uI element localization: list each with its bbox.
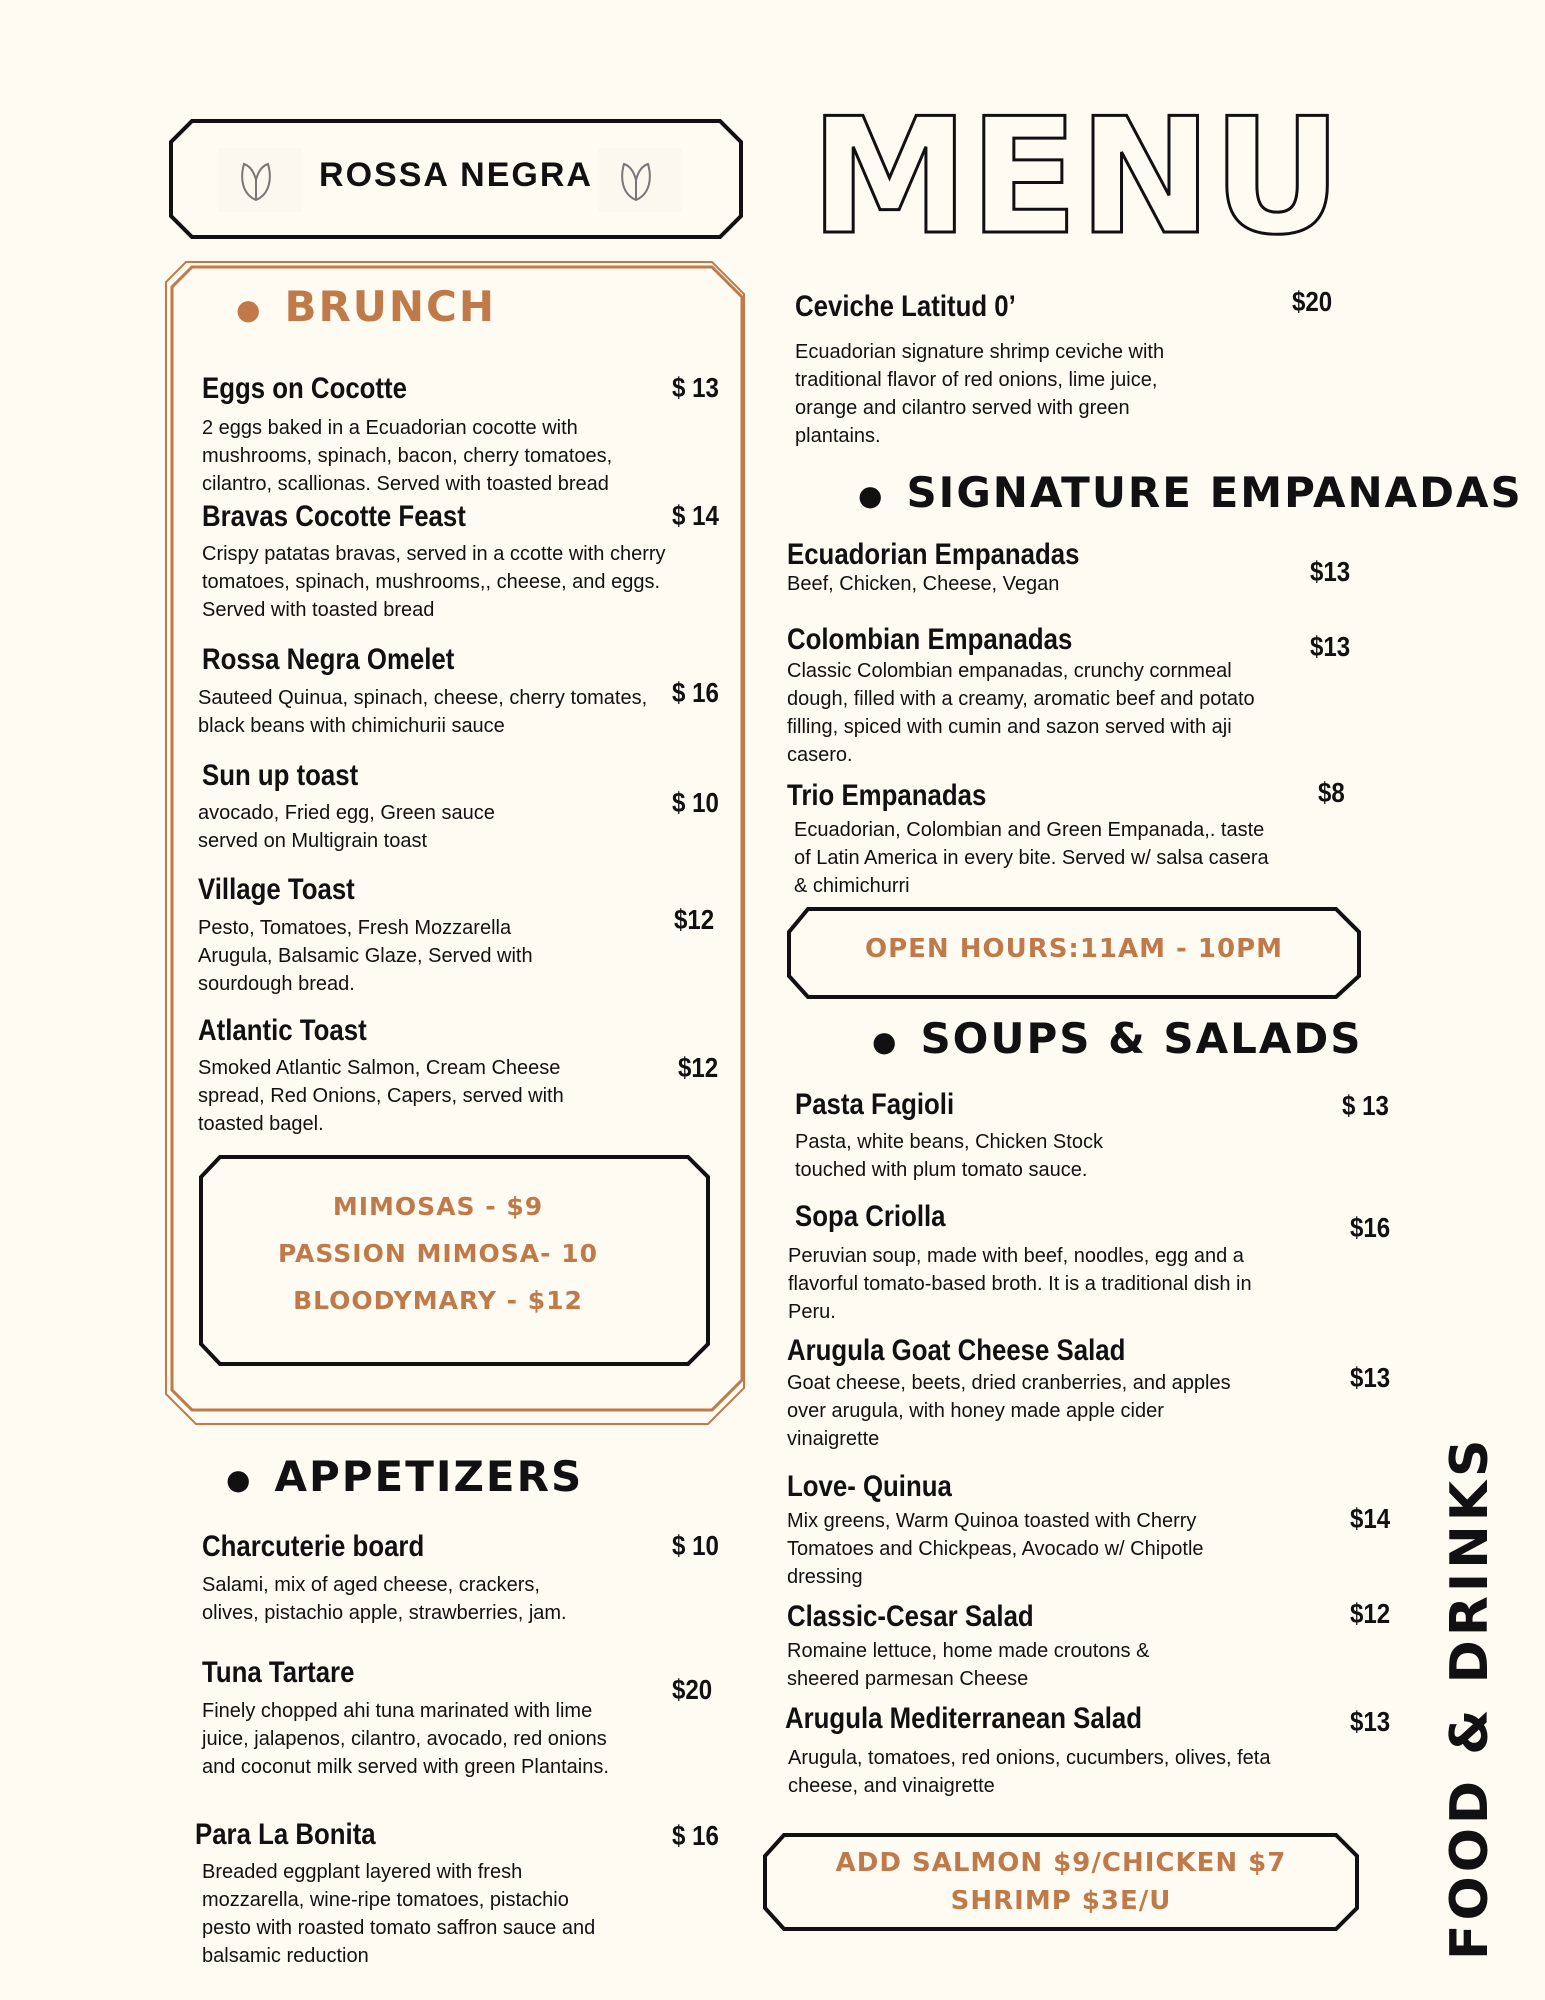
menu-item-name: Eggs on Cocotte <box>202 372 407 405</box>
menu-item-price: $20 <box>672 1674 713 1705</box>
addons-line: SHRIMP $3E/U <box>950 1886 1172 1916</box>
menu-item-name: Colombian Empanadas <box>787 623 1073 656</box>
drinks-box <box>198 1154 710 1368</box>
food-drinks-label: FOOD & DRINKS <box>1440 1435 1500 1960</box>
menu-item-desc: Smoked Atlantic Salmon, Cream Cheese spread, Red Onions, Capers, served with toasted bagel. <box>198 1057 564 1135</box>
menu-item-name: Ecuadorian Empanadas <box>787 538 1080 571</box>
section-heading-brunch: ● BRUNCH <box>236 282 497 331</box>
section-heading-empanadas: ● SIGNATURE EMPANADAS <box>858 468 1523 517</box>
menu-item-price: $ 10 <box>672 787 719 818</box>
menu-item-desc: Salami, mix of aged cheese, crackers, olives, pistachio apple, strawberries, jam. <box>202 1574 567 1624</box>
menu-item-desc: Arugula, tomatoes, red onions, cucumbers, olives, feta cheese, and vinaigrette <box>788 1747 1271 1797</box>
addons-line: ADD SALMON $9/CHICKEN $7 <box>835 1848 1287 1878</box>
menu-item-desc: Romaine lettuce, home made croutons & sheered parmesan Cheese <box>787 1640 1150 1690</box>
menu-item-desc: Ecuadorian, Colombian and Green Empanada,. taste of Latin America in every bite. Served w/ salsa casera & chimichurri <box>794 819 1269 897</box>
menu-item-desc: Beef, Chicken, Cheese, Vegan <box>787 573 1060 595</box>
drink-line: MIMOSAS - $9 <box>332 1192 544 1221</box>
menu-item-desc: Classic Colombian empanadas, crunchy cornmeal dough, filled with a creamy, aromatic beef and potato filling, spiced with cumin and sazon served with aji casero. <box>787 660 1255 766</box>
section-heading-appetizers: ● APPETIZERS <box>226 1452 584 1501</box>
menu-item-desc: Pesto, Tomatoes, Fresh Mozzarella Arugula, Balsamic Glaze, Served with sourdough bread. <box>198 917 533 995</box>
svg-text:MENU: MENU <box>810 98 1342 248</box>
menu-item-price: $13 <box>1350 1706 1391 1737</box>
menu-item-name: Rossa Negra Omelet <box>202 643 455 676</box>
menu-item-price: $20 <box>1292 286 1333 317</box>
menu-item-price: $14 <box>1350 1503 1391 1534</box>
menu-item-price: $13 <box>1310 631 1351 662</box>
menu-item-desc: Ecuadorian signature shrimp ceviche with traditional flavor of red onions, lime juice, orange and cilantro served with green plantains. <box>795 341 1165 447</box>
menu-item-name: Trio Empanadas <box>787 779 987 812</box>
menu-item-desc: Breaded eggplant layered with fresh mozzarella, wine-ripe tomatoes, pistachio pesto with roasted tomato saffron sauce and balsamic reduction <box>202 1861 596 1967</box>
section-heading-soups: ● SOUPS & SALADS <box>872 1014 1363 1063</box>
menu-item-price: $ 16 <box>672 677 719 708</box>
open-hours-box <box>786 906 1362 1000</box>
menu-item-desc: Crispy patatas bravas, served in a ccotte with cherry tomatoes, spinach, mushrooms,, cheese, and eggs. Served with toasted bread <box>202 543 666 621</box>
menu-item-price: $ 13 <box>672 372 719 403</box>
menu-item-price: $ 16 <box>672 1820 719 1851</box>
menu-item-name: Ceviche Latitud 0’ <box>795 290 1016 323</box>
menu-item-name: Arugula Goat Cheese Salad <box>787 1334 1126 1367</box>
menu-item-name: Sopa Criolla <box>795 1200 946 1233</box>
addons-box <box>762 1832 1360 1932</box>
menu-item-desc: Goat cheese, beets, dried cranberries, and apples over arugula, with honey made apple cider vinaigrette <box>787 1372 1231 1450</box>
menu-item-price: $12 <box>678 1052 719 1083</box>
menu-item-name: Charcuterie board <box>202 1530 425 1563</box>
menu-item-price: $12 <box>674 904 715 935</box>
menu-item-desc: Sauteed Quinua, spinach, cheese, cherry tomates, black beans with chimichurii sauce <box>198 687 648 737</box>
menu-item-name: Atlantic Toast <box>198 1014 367 1047</box>
menu-item-price: $16 <box>1350 1212 1391 1243</box>
open-hours: OPEN HOURS:11AM - 10PM <box>864 934 1284 964</box>
menu-title <box>810 98 1350 248</box>
menu-item-name: Pasta Fagioli <box>795 1088 955 1121</box>
menu-item-name: Sun up toast <box>202 759 359 792</box>
menu-item-price: $13 <box>1310 556 1351 587</box>
menu-item-name: Para La Bonita <box>195 1818 376 1851</box>
menu-item-desc: Peruvian soup, made with beef, noodles, egg and a flavorful tomato-based broth. It is a traditional dish in Peru. <box>788 1245 1252 1323</box>
logo-box <box>168 118 744 240</box>
menu-item-desc: avocado, Fried egg, Green sauce served on Multigrain toast <box>198 802 495 852</box>
drink-line: PASSION MIMOSA- 10 <box>278 1239 598 1268</box>
menu-item-price: $ 14 <box>672 500 719 531</box>
menu-item-name: Classic-Cesar Salad <box>787 1600 1034 1633</box>
menu-item-desc: Pasta, white beans, Chicken Stock touched with plum tomato sauce. <box>795 1131 1103 1181</box>
menu-item-name: Village Toast <box>198 873 355 906</box>
menu-item-name: Love- Quinua <box>787 1470 952 1503</box>
menu-item-desc: Finely chopped ahi tuna marinated with lime juice, jalapenos, cilantro, avocado, red onions and coconut milk served with green Plantains. <box>202 1700 609 1778</box>
menu-item-price: $8 <box>1318 777 1345 808</box>
menu-item-desc: Mix greens, Warm Quinoa toasted with Cherry Tomatoes and Chickpeas, Avocado w/ Chipotle dressing <box>787 1510 1204 1588</box>
menu-item-price: $ 10 <box>672 1530 719 1561</box>
menu-item-price: $12 <box>1350 1598 1391 1629</box>
menu-item-name: Arugula Mediterranean Salad <box>785 1702 1142 1735</box>
restaurant-name: ROSSA NEGRA <box>319 156 593 194</box>
menu-item-name: Bravas Cocotte Feast <box>202 500 466 533</box>
drink-line: BLOODYMARY - $12 <box>293 1286 583 1315</box>
menu-item-price: $13 <box>1350 1362 1391 1393</box>
menu-item-name: Tuna Tartare <box>202 1656 355 1689</box>
menu-item-desc: 2 eggs baked in a Ecuadorian cocotte with mushrooms, spinach, bacon, cherry tomatoes, cilantro, scallionas. Served with toasted bread <box>202 417 613 495</box>
menu-item-price: $ 13 <box>1342 1090 1389 1121</box>
